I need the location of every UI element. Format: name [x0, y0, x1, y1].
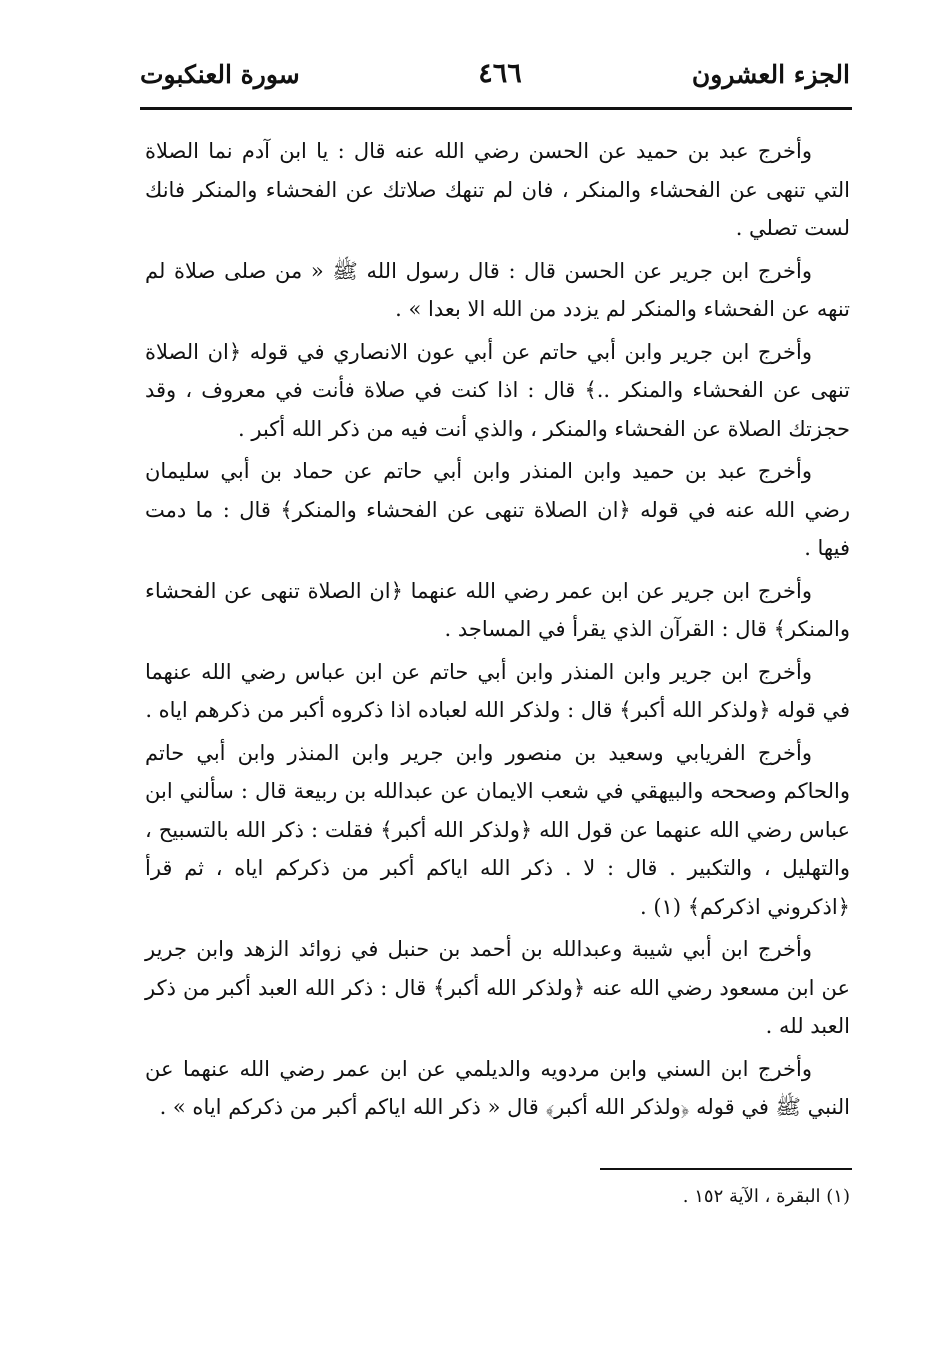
header-rule [140, 107, 852, 110]
body-text [145, 132, 850, 1131]
surah-title: سورة العنكبوت [140, 60, 300, 89]
paragraph: وأخرج ابن جرير عن الحسن قال : قال رسول الله ﷺ « من صلى صلاة لم تنهه عن الفحشاء والمنكر لم يزدد من الله الا بعدا » . [145, 258, 850, 321]
running-header [140, 52, 850, 104]
footnote: (١) البقرة ، الآية ١٥٢ . [682, 1186, 850, 1207]
paragraph: وأخرج الفريابي وسعيد بن منصور وابن جرير وابن المنذر وابن أبي حاتم والحاكم وصححه والبيهقي في شعب الايمان عن عبدالله بن ربيعة قال : سألني ابن عباس رضي الله عنهما عن قول الله ﴿ولذكر الله أكبر﴾ فقلت : ذكر الله بالتسبيح ، والتهليل ، والتكبير . قال : لا . ذكر الله اياكم أكبر من ذكركم اياه ، ثم قرأ ﴿اذكروني اذكركم﴾ (١) . [145, 740, 850, 919]
paragraph: وأخرج عبد بن حميد عن الحسن رضي الله عنه قال : يا ابن آدم نما الصلاة التي تنهى عن الفحشاء والمنكر ، فان لم تنهك صلاتك عن الفحشاء والمنكر فانك لست تصلي . [145, 139, 850, 240]
paragraph: وأخرج ابن جرير وابن المنذر وابن أبي حاتم عن ابن عباس رضي الله عنهما في قوله ﴿ولذكر الله أكبر﴾ قال : ولذكر الله لعباده اذا ذكروه أكبر من ذكرهم اياه . [145, 659, 850, 722]
part-title: الجزء العشرون [691, 60, 850, 89]
paragraph: وأخرج عبد بن حميد وابن المنذر وابن أبي حاتم عن حماد بن أبي سليمان رضي الله عنه في قوله ﴿ان الصلاة تنهى عن الفحشاء والمنكر﴾ قال : ما دمت فيها . [145, 459, 850, 560]
paragraph: وأخرج ابن جرير عن ابن عمر رضي الله عنهما ﴿ان الصلاة تنهى عن الفحشاء والمنكر﴾ قال : القرآن الذي يقرأ في المساجد . [145, 578, 850, 641]
footnote-rule [600, 1168, 852, 1170]
paragraph: وأخرج ابن أبي شيبة وعبدالله بن أحمد بن حنبل في زوائد الزهد وابن جرير عن ابن مسعود رضي الله عنه ﴿ولذكر الله أكبر﴾ قال : ذكر الله العبد أكبر من ذكر العبد لله . [145, 937, 850, 1038]
paragraph: وأخرج ابن جرير وابن أبي حاتم عن أبي عون الانصاري في قوله ﴿ان الصلاة تنهى عن الفحشاء والمنكر ..﴾ قال : اذا كنت في صلاة فأنت في معروف ، وقد حجزتك الصلاة عن الفحشاء والمنكر ، والذي أنت فيه من ذكر الله أكبر . [145, 339, 850, 441]
paragraph: وأخرج ابن السني وابن مردويه والديلمي عن ابن عمر رضي الله عنهما عن النبي ﷺ في قوله ﴿ولذكر الله أكبر﴾ قال « ذكر الله اياكم أكبر من ذكركم اياه » . [145, 1056, 850, 1119]
page-number: ٤٦٦ [478, 58, 522, 89]
